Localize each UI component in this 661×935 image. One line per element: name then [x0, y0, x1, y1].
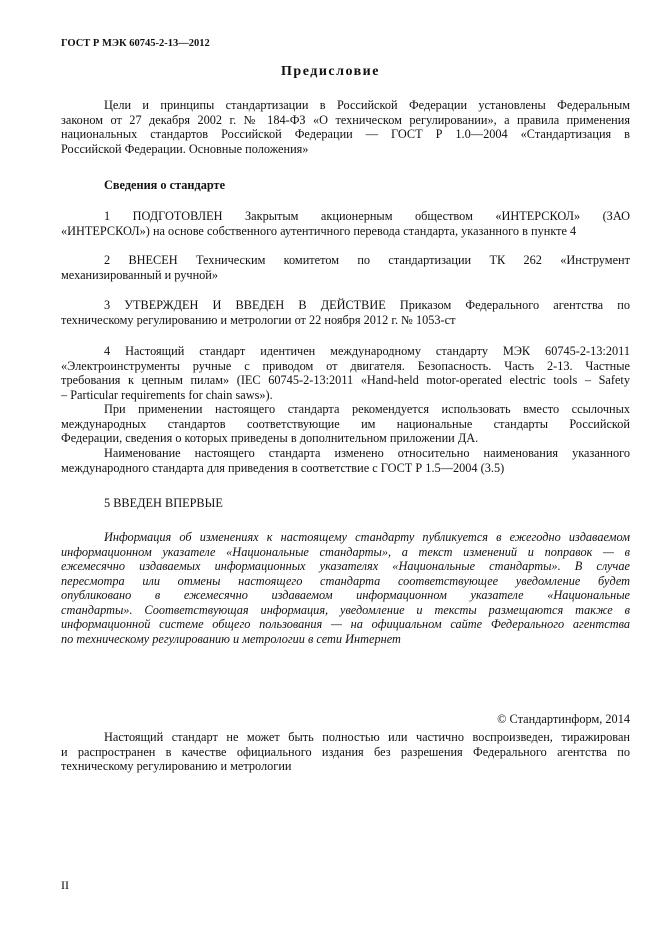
rights-line: и распространен в качестве официального издания без разрешения Федерального агентства по [61, 744, 630, 759]
item-4-note-1-line: Федерации, сведения о которых приведены в дополнительном приложении ДА. [61, 431, 479, 445]
item-3-line: 3 УТВЕРЖДЕН И ВВЕДЕН В ДЕЙСТВИЕ Приказом Федерального агентства по [104, 298, 630, 312]
item-4-line: требования к цепным пилам» (IEC 60745-2-13:2011 «Hand-held motor-operated electric tools – Safety [61, 373, 630, 387]
intro-line: Цели и принципы стандартизации в Российской Федерации установлены Федеральным [104, 98, 630, 112]
item-4-note-1-line: При применении настоящего стандарта рекомендуется использовать вместо ссылочных [104, 402, 630, 416]
item-3-paragraph [61, 298, 630, 327]
item-2-paragraph [61, 253, 630, 282]
changes-info-line: информационной системе общего пользования — на официальном сайте Федерального агентства [61, 617, 630, 631]
document-code-header: ГОСТ Р МЭК 60745-2-13—2012 [61, 38, 210, 49]
intro-line: законом от 27 декабря 2002 г. № 184-ФЗ «О техническом регулировании», а правила применения [61, 112, 630, 127]
changes-info-line: Информация об изменениях к настоящему стандарту публикуется в ежегодно издаваемом [104, 530, 630, 544]
copyright-notice: © Стандартинформ, 2014 [497, 712, 630, 726]
changes-info-line: опубликовано в ежемесячно издаваемом информационном указателе «Национальные [61, 588, 630, 602]
info-heading: Сведения о стандарте [104, 178, 226, 192]
item-4-note-2-line: международного стандарта для приведения в соответствие с ГОСТ Р 1.5—2004 (3.5) [61, 460, 505, 475]
rights-paragraph [61, 730, 630, 774]
intro-line: национальных стандартов Российской Федерации — ГОСТ Р 1.0—2004 «Стандартизация в [61, 127, 630, 141]
item-5-paragraph [61, 496, 630, 511]
rights-line: Настоящий стандарт не может быть полностью или частично воспроизведен, тиражирован [104, 730, 630, 744]
rights-line: техническому регулированию и метрологии [61, 759, 292, 773]
item-4-line: 4 Настоящий стандарт идентичен международному стандарту МЭК 60745-2-13:2011 [104, 344, 630, 358]
changes-info-line: стандарты». Соответствующая информация, уведомление и тексты размещаются также в [61, 602, 630, 617]
changes-info-paragraph [61, 530, 630, 646]
item-2-line: механизированный и ручной» [61, 267, 219, 282]
item-4-line: «Электроинструменты ручные с приводом от двигателя. Безопасность. Часть 2-13. Частные [61, 358, 630, 373]
changes-info-line: по техническому регулированию и метрологии в сети Интернет [61, 631, 401, 646]
page-number: II [61, 878, 69, 892]
item-4-note-1-line: международных стандартов соответствующие им национальные стандарты Российской [61, 416, 630, 431]
changes-info-line: ежемесячно издаваемых информационных указателях «Национальные стандарты». В случае [61, 559, 630, 573]
changes-info-line: информационном указателе «Национальные стандарты», а текст изменений и поправок — в [61, 544, 630, 559]
changes-info-line: пересмотра или отмены настоящего стандарта соответствующее уведомление будет [61, 573, 630, 588]
item-1-line: «ИНТЕРСКОЛ») на основе собственного аутентичного перевода стандарта, указанного в пункте 4 [61, 223, 577, 238]
intro-paragraph [61, 98, 630, 156]
item-1-line: 1 ПОДГОТОВЛЕН Закрытым акционерным обществом «ИНТЕРСКОЛ» (ЗАО [104, 209, 630, 223]
item-1-paragraph [61, 209, 630, 238]
item-4-note-1 [61, 402, 630, 446]
item-3-line: техническому регулированию и метрологии от 22 ноября 2012 г. № 1053-ст [61, 312, 456, 327]
item-4-paragraph [61, 344, 630, 402]
item-4-line: – Particular requirements for chain saws»). [61, 387, 273, 402]
item-5-line: 5 ВВЕДЕН ВПЕРВЫЕ [104, 496, 223, 510]
item-2-line: 2 ВНЕСЕН Техническим комитетом по стандартизации ТК 262 «Инструмент [104, 253, 630, 267]
page-title: Предисловие [281, 64, 380, 79]
item-4-note-2-line: Наименование настоящего стандарта изменено относительно наименования указанного [104, 446, 630, 460]
intro-line: Российской Федерации. Основные положения» [61, 141, 309, 156]
item-4-note-2 [61, 446, 630, 475]
